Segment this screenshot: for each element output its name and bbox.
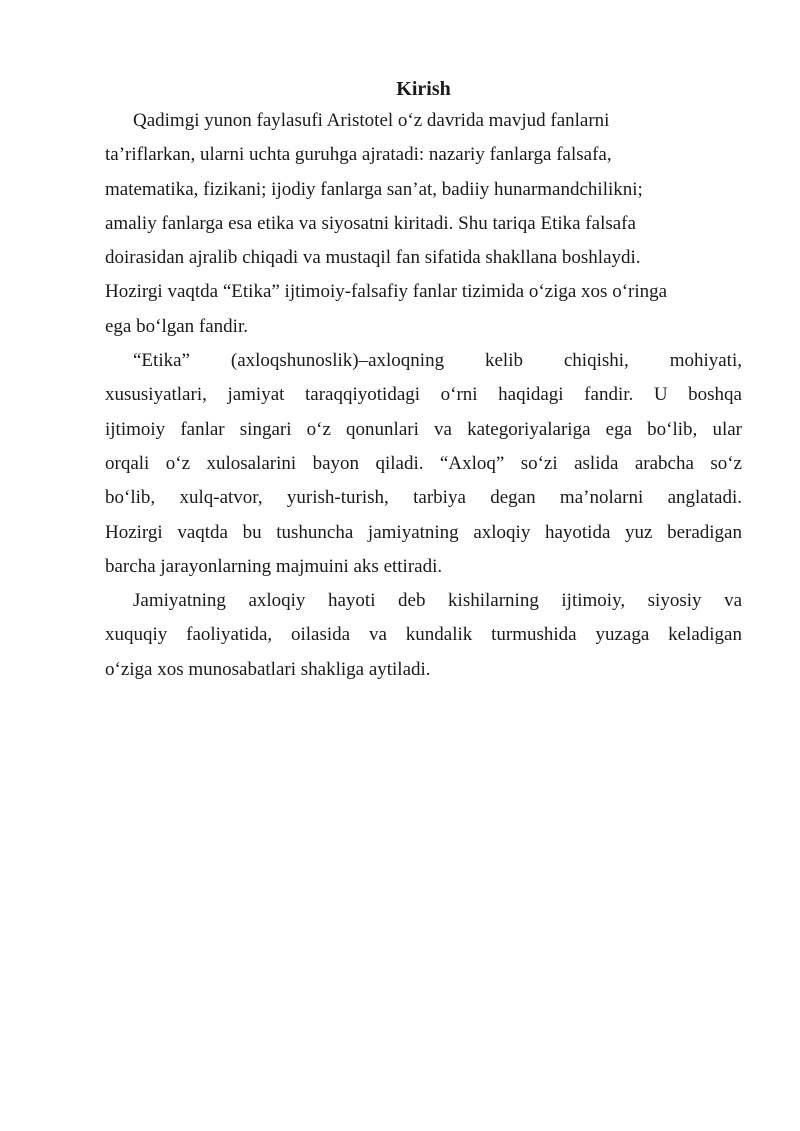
paragraph-line: matematika, fizikani; ijodiy fanlarga san’at, badiiy hunarmandchilikni; — [105, 178, 643, 200]
paragraph-line: “Etika” (axloqshunoslik)–axloqning kelib chiqishi, mohiyati, — [133, 350, 742, 372]
paragraph-line: orqali o‘z xulosalarini bayon qiladi. “Axloq” so‘zi aslida arabcha so‘z — [105, 452, 742, 474]
paragraph-line: amaliy fanlarga esa etika va siyosatni kiritadi. Shu tariqa Etika falsafa — [105, 212, 636, 234]
paragraph-line: doirasidan ajralib chiqadi va mustaqil fan sifatida shakllana boshlaydi. — [105, 247, 641, 269]
document-title: Kirish — [396, 78, 451, 100]
paragraph-line: xuquqiy faoliyatida, oilasida va kundalik turmushida yuzaga keladigan — [105, 624, 742, 646]
paragraph-line: Qadimgi yunon faylasufi Aristotel o‘z davrida mavjud fanlarni — [133, 110, 610, 131]
paragraph-line: ta’riflarkan, ularni uchta guruhga ajratadi: nazariy fanlarga falsafa, — [105, 144, 612, 166]
paragraph-1 — [105, 104, 742, 344]
paragraph-line: Hozirgi vaqtda “Etika” ijtimoiy-falsafiy fanlar tizimida o‘ziga xos o‘ringa — [105, 281, 668, 303]
document-page — [105, 74, 742, 687]
paragraph-line: Jamiyatning axloqiy hayoti deb kishilarning ijtimoiy, siyosiy va — [133, 590, 742, 612]
paragraph-line: ijtimoiy fanlar singari o‘z qonunlari va kategoriyalariga ega bo‘lib, ular — [105, 418, 742, 440]
paragraph-line: o‘ziga xos munosabatlari shakliga aytiladi. — [105, 658, 431, 680]
paragraph-3 — [105, 584, 742, 687]
paragraph-line: Hozirgi vaqtda bu tushuncha jamiyatning axloqiy hayotida yuz beradigan — [105, 521, 742, 543]
paragraph-2 — [105, 344, 742, 584]
paragraph-line: bo‘lib, xulq-atvor, yurish-turish, tarbiya degan ma’nolarni anglatadi. — [105, 487, 742, 509]
paragraph-line: barcha jarayonlarning majmuini aks ettiradi. — [105, 555, 443, 577]
paragraph-line: xususiyatlari, jamiyat taraqqiyotidagi o‘rni haqidagi fandir. U boshqa — [105, 384, 742, 406]
paragraph-line: ega bo‘lgan fandir. — [105, 315, 248, 337]
